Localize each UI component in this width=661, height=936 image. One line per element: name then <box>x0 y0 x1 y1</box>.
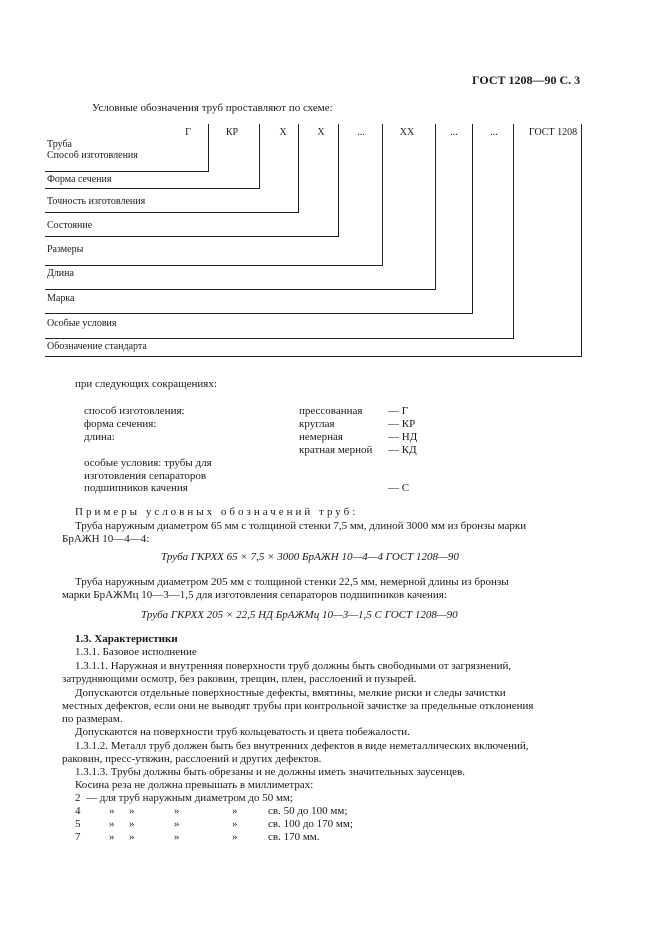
abbrev-left-1: форма сечения: <box>84 418 157 430</box>
bevel-3-text: св. 170 мм. <box>268 831 320 843</box>
ex2-formula: Труба ГКРХХ 205 × 22,5 НД БрАЖМц 10—3—1,5 С ГОСТ 1208—90 <box>141 609 458 621</box>
row-length: Длина <box>47 268 74 279</box>
bevel-1-text: св. 50 до 100 мм; <box>268 805 348 817</box>
abbrev-left-6: подшипников качения <box>84 482 188 494</box>
bevel-1-value: 4 <box>75 805 81 817</box>
section-title: 1.3. Характеристики <box>75 633 178 645</box>
bevel-1-q1: » <box>129 805 135 817</box>
code-dots1: ... <box>357 127 365 138</box>
bevel-2-q1: » <box>129 818 135 830</box>
row-state: Состояние <box>47 220 93 231</box>
bevel-2-q0: » <box>109 818 115 830</box>
bevel-2-q2: » <box>174 818 180 830</box>
code-dots3: ... <box>490 127 498 138</box>
code-g: Г <box>185 127 191 138</box>
abbrev-right-6: — С <box>388 482 410 494</box>
para-1: 1.3.1. Базовое исполнение <box>75 646 197 658</box>
code-x1: Х <box>279 127 287 138</box>
bevel-2-text: св. 100 до 170 мм; <box>268 818 353 830</box>
row-method: Способ изготовления <box>47 150 138 161</box>
bevel-0-text: — для труб наружным диаметром до 50 мм; <box>86 792 293 804</box>
abbrev-right-1: — КР <box>388 418 416 430</box>
row-sizes: Размеры <box>47 244 84 255</box>
para-5-l2: раковин, пресс-утяжин, расслоений и других дефектов. <box>62 753 322 765</box>
abbrev-mid-0: прессованная <box>299 405 363 417</box>
abbrev-left-4: особые условия: трубы для <box>84 457 212 469</box>
bevel-3-q1: » <box>129 831 135 843</box>
ex2-line2: марки БрАЖМц 10—3—1,5 для изготовления сепараторов подшипников качения: <box>62 589 447 601</box>
examples-heading: Примеры условных обозначений труб: <box>75 506 359 518</box>
abbrev-right-0: — Г <box>388 405 409 417</box>
para-3-l1: Допускаются отдельные поверхностные дефекты, вмятины, мелкие риски и следы зачистки <box>75 687 506 699</box>
abbrev-left-0: способ изготовления: <box>84 405 185 417</box>
page-header: ГОСТ 1208—90 С. 3 <box>472 73 581 87</box>
para-6: 1.3.1.3. Трубы должны быть обрезаны и не должны иметь значительных заусенцев. <box>75 766 466 778</box>
bevel-2-value: 5 <box>75 818 81 830</box>
bevel-1-q0: » <box>109 805 115 817</box>
para-2-l2: затрудняющими осмотр, без раковин, трещин, плен, расслоений и пузырей. <box>62 673 417 685</box>
code-kr: КР <box>225 127 239 138</box>
row-accuracy: Точность изготовления <box>47 196 146 207</box>
ex1-line1: Труба наружным диаметром 65 мм с толщиной стенки 7,5 мм, длиной 3000 мм из бронзы марки <box>75 520 527 532</box>
row-grade: Марка <box>47 293 75 304</box>
para-3-l2: местных дефектов, если они не выводят трубы при контрольной зачистке за предельные отклонения <box>62 700 534 712</box>
bevel-3-q3: » <box>232 831 238 843</box>
code-xx: ХХ <box>399 127 415 138</box>
scheme-intro: Условные обозначения труб проставляют по схеме: <box>92 102 333 114</box>
para-3-l3: по размерам. <box>62 713 123 725</box>
para-4: Допускаются на поверхности труб кольцеватость и цвета побежалости. <box>75 726 410 738</box>
row-special: Особые условия <box>47 318 117 329</box>
ex1-formula: Труба ГКРХХ 65 × 7,5 × 3000 БрАЖН 10—4—4 ГОСТ 1208—90 <box>161 551 459 563</box>
row-truba: Труба <box>47 139 72 150</box>
bevel-1-q2: » <box>174 805 180 817</box>
bevel-2-q3: » <box>232 818 238 830</box>
row-shape: Форма сечения <box>47 174 112 185</box>
code-gost: ГОСТ 1208 <box>528 127 578 138</box>
code-dots2: ... <box>450 127 458 138</box>
abbrev-mid-3: кратная мерной <box>299 444 373 456</box>
bevel-0-value: 2 <box>75 792 81 804</box>
code-x2: Х <box>317 127 325 138</box>
ex1-line2: БрАЖН 10—4—4: <box>62 533 150 545</box>
abbrev-right-3: — КД <box>388 444 417 456</box>
abbrev-mid-2: немерная <box>299 431 343 443</box>
para-5-l1: 1.3.1.2. Металл труб должен быть без внутренних дефектов в виде неметаллических включений, <box>75 740 529 752</box>
bevel-3-q0: » <box>109 831 115 843</box>
para-2-l1: 1.3.1.1. Наружная и внутренняя поверхности труб должны быть свободными от загрязнений, <box>75 660 512 672</box>
abbrev-mid-1: круглая <box>299 418 335 430</box>
abbrev-intro: при следующих сокращениях: <box>75 378 217 390</box>
bevel-3-q2: » <box>174 831 180 843</box>
para-7: Косина реза не должна превышать в миллиметрах: <box>75 779 314 791</box>
abbrev-right-2: — НД <box>388 431 418 443</box>
row-standard: Обозначение стандарта <box>47 341 147 352</box>
bevel-3-value: 7 <box>75 831 81 843</box>
abbrev-left-5: изготовления сепараторов <box>84 470 207 482</box>
abbrev-left-2: длина: <box>84 431 115 443</box>
ex2-line1: Труба наружным диаметром 205 мм с толщиной стенки 22,5 мм, немерной длины из бронзы <box>75 576 509 588</box>
bevel-1-q3: » <box>232 805 238 817</box>
